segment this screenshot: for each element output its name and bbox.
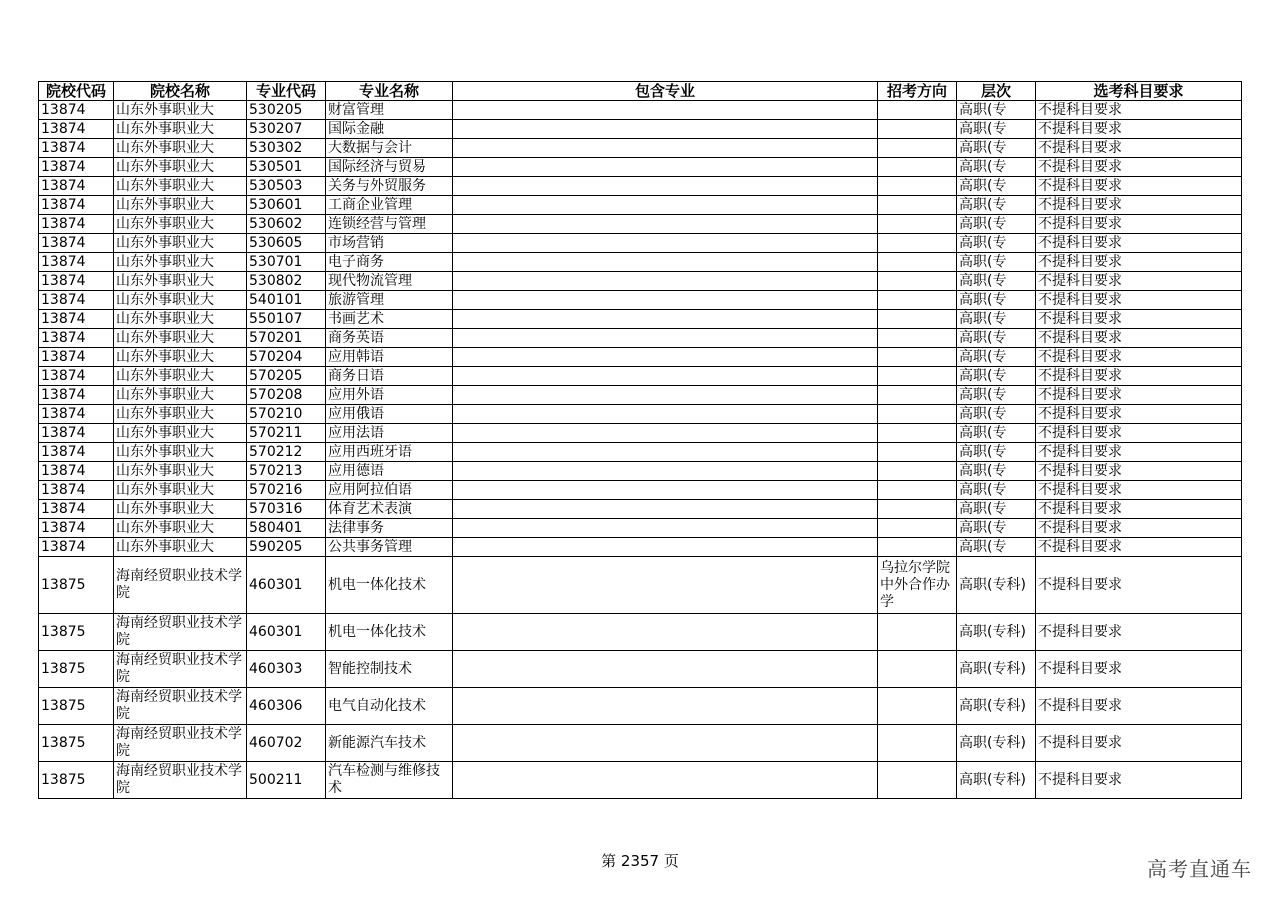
table-row bbox=[39, 120, 1242, 139]
cell-level: 高职(专 bbox=[957, 272, 1036, 291]
table-row bbox=[39, 481, 1242, 500]
cell-major-code: 530302 bbox=[247, 139, 326, 158]
table-row bbox=[39, 405, 1242, 424]
cell-included-majors bbox=[453, 405, 878, 424]
cell-school-name: 山东外事职业大 bbox=[114, 462, 247, 481]
table-row bbox=[39, 196, 1242, 215]
cell-level: 高职(专 bbox=[957, 215, 1036, 234]
cell-major-code: 460306 bbox=[247, 688, 326, 725]
cell-major-code: 530602 bbox=[247, 215, 326, 234]
cell-major-name: 汽车检测与维修技术 bbox=[326, 762, 453, 799]
cell-major-name: 大数据与会计 bbox=[326, 139, 453, 158]
cell-subject-requirement: 不提科目要求 bbox=[1036, 196, 1242, 215]
cell-school-name: 山东外事职业大 bbox=[114, 424, 247, 443]
cell-subject-requirement: 不提科目要求 bbox=[1036, 120, 1242, 139]
cell-included-majors bbox=[453, 614, 878, 651]
cell-included-majors bbox=[453, 443, 878, 462]
cell-included-majors bbox=[453, 688, 878, 725]
cell-included-majors bbox=[453, 519, 878, 538]
cell-subject-requirement: 不提科目要求 bbox=[1036, 234, 1242, 253]
cell-subject-requirement: 不提科目要求 bbox=[1036, 272, 1242, 291]
cell-included-majors bbox=[453, 367, 878, 386]
cell-school-name: 山东外事职业大 bbox=[114, 196, 247, 215]
cell-subject-requirement: 不提科目要求 bbox=[1036, 386, 1242, 405]
cell-major-name: 国际金融 bbox=[326, 120, 453, 139]
table-row bbox=[39, 272, 1242, 291]
cell-subject-requirement: 不提科目要求 bbox=[1036, 405, 1242, 424]
cell-level: 高职(专 bbox=[957, 443, 1036, 462]
cell-level: 高职(专 bbox=[957, 538, 1036, 557]
cell-direction bbox=[878, 443, 957, 462]
cell-direction bbox=[878, 234, 957, 253]
cell-included-majors bbox=[453, 177, 878, 196]
cell-subject-requirement: 不提科目要求 bbox=[1036, 481, 1242, 500]
cell-school-code: 13874 bbox=[39, 291, 114, 310]
cell-level: 高职(专 bbox=[957, 120, 1036, 139]
cell-included-majors bbox=[453, 234, 878, 253]
cell-major-name: 应用韩语 bbox=[326, 348, 453, 367]
cell-school-name: 山东外事职业大 bbox=[114, 329, 247, 348]
cell-subject-requirement: 不提科目要求 bbox=[1036, 500, 1242, 519]
cell-level: 高职(专 bbox=[957, 386, 1036, 405]
cell-direction bbox=[878, 725, 957, 762]
cell-major-code: 530701 bbox=[247, 253, 326, 272]
cell-major-name: 国际经济与贸易 bbox=[326, 158, 453, 177]
cell-major-name: 应用德语 bbox=[326, 462, 453, 481]
cell-major-name: 应用外语 bbox=[326, 386, 453, 405]
cell-major-name: 应用法语 bbox=[326, 424, 453, 443]
cell-major-code: 530605 bbox=[247, 234, 326, 253]
table-row bbox=[39, 762, 1242, 799]
cell-major-code: 530501 bbox=[247, 158, 326, 177]
cell-major-name: 书画艺术 bbox=[326, 310, 453, 329]
cell-included-majors bbox=[453, 651, 878, 688]
cell-included-majors bbox=[453, 215, 878, 234]
cell-school-code: 13875 bbox=[39, 557, 114, 614]
cell-direction bbox=[878, 367, 957, 386]
cell-major-code: 570216 bbox=[247, 481, 326, 500]
cell-school-name: 山东外事职业大 bbox=[114, 272, 247, 291]
cell-school-name: 山东外事职业大 bbox=[114, 443, 247, 462]
cell-school-name: 海南经贸职业技术学院 bbox=[114, 688, 247, 725]
cell-subject-requirement: 不提科目要求 bbox=[1036, 651, 1242, 688]
cell-school-code: 13874 bbox=[39, 405, 114, 424]
cell-level: 高职(专 bbox=[957, 329, 1036, 348]
cell-level: 高职(专 bbox=[957, 424, 1036, 443]
cell-major-name: 应用西班牙语 bbox=[326, 443, 453, 462]
cell-school-name: 山东外事职业大 bbox=[114, 234, 247, 253]
cell-school-name: 山东外事职业大 bbox=[114, 291, 247, 310]
cell-school-code: 13874 bbox=[39, 120, 114, 139]
cell-major-name: 体育艺术表演 bbox=[326, 500, 453, 519]
table-row bbox=[39, 139, 1242, 158]
cell-level: 高职(专 bbox=[957, 481, 1036, 500]
cell-subject-requirement: 不提科目要求 bbox=[1036, 538, 1242, 557]
cell-major-code: 570201 bbox=[247, 329, 326, 348]
cell-direction bbox=[878, 614, 957, 651]
cell-included-majors bbox=[453, 158, 878, 177]
cell-major-code: 540101 bbox=[247, 291, 326, 310]
cell-school-code: 13874 bbox=[39, 158, 114, 177]
cell-major-code: 460303 bbox=[247, 651, 326, 688]
cell-school-name: 山东外事职业大 bbox=[114, 500, 247, 519]
cell-subject-requirement: 不提科目要求 bbox=[1036, 557, 1242, 614]
header-school-name: 院校名称 bbox=[114, 82, 247, 101]
cell-direction bbox=[878, 272, 957, 291]
cell-included-majors bbox=[453, 762, 878, 799]
cell-subject-requirement: 不提科目要求 bbox=[1036, 762, 1242, 799]
cell-major-name: 电子商务 bbox=[326, 253, 453, 272]
cell-level: 高职(专 bbox=[957, 234, 1036, 253]
cell-included-majors bbox=[453, 538, 878, 557]
cell-school-name: 山东外事职业大 bbox=[114, 348, 247, 367]
cell-included-majors bbox=[453, 500, 878, 519]
cell-direction bbox=[878, 101, 957, 120]
table-row bbox=[39, 158, 1242, 177]
cell-school-code: 13874 bbox=[39, 234, 114, 253]
cell-school-code: 13874 bbox=[39, 101, 114, 120]
cell-direction bbox=[878, 762, 957, 799]
table-row bbox=[39, 462, 1242, 481]
cell-school-name: 山东外事职业大 bbox=[114, 405, 247, 424]
cell-school-code: 13874 bbox=[39, 481, 114, 500]
table-row bbox=[39, 538, 1242, 557]
cell-subject-requirement: 不提科目要求 bbox=[1036, 158, 1242, 177]
cell-school-code: 13874 bbox=[39, 253, 114, 272]
cell-direction bbox=[878, 177, 957, 196]
cell-included-majors bbox=[453, 291, 878, 310]
cell-major-code: 570210 bbox=[247, 405, 326, 424]
table-row bbox=[39, 253, 1242, 272]
cell-included-majors bbox=[453, 120, 878, 139]
cell-direction bbox=[878, 158, 957, 177]
cell-subject-requirement: 不提科目要求 bbox=[1036, 310, 1242, 329]
header-subject-requirement: 选考科目要求 bbox=[1036, 82, 1242, 101]
cell-level: 高职(专 bbox=[957, 500, 1036, 519]
table-row bbox=[39, 386, 1242, 405]
header-row bbox=[39, 82, 1242, 101]
cell-direction bbox=[878, 405, 957, 424]
cell-major-name: 商务日语 bbox=[326, 367, 453, 386]
table-row bbox=[39, 348, 1242, 367]
cell-subject-requirement: 不提科目要求 bbox=[1036, 139, 1242, 158]
cell-school-code: 13874 bbox=[39, 215, 114, 234]
cell-included-majors bbox=[453, 310, 878, 329]
header-major-name: 专业名称 bbox=[326, 82, 453, 101]
cell-subject-requirement: 不提科目要求 bbox=[1036, 519, 1242, 538]
cell-direction bbox=[878, 215, 957, 234]
cell-school-code: 13874 bbox=[39, 519, 114, 538]
cell-school-code: 13874 bbox=[39, 348, 114, 367]
cell-major-name: 市场营销 bbox=[326, 234, 453, 253]
cell-included-majors bbox=[453, 272, 878, 291]
cell-major-code: 530205 bbox=[247, 101, 326, 120]
table-row bbox=[39, 614, 1242, 651]
page-number: 第 2357 页 bbox=[601, 852, 679, 870]
cell-school-code: 13875 bbox=[39, 614, 114, 651]
cell-direction bbox=[878, 120, 957, 139]
cell-direction bbox=[878, 329, 957, 348]
cell-school-name: 山东外事职业大 bbox=[114, 177, 247, 196]
cell-major-code: 460702 bbox=[247, 725, 326, 762]
cell-major-name: 关务与外贸服务 bbox=[326, 177, 453, 196]
cell-level: 高职(专 bbox=[957, 158, 1036, 177]
cell-direction bbox=[878, 291, 957, 310]
cell-major-name: 新能源汽车技术 bbox=[326, 725, 453, 762]
cell-major-code: 580401 bbox=[247, 519, 326, 538]
cell-included-majors bbox=[453, 101, 878, 120]
cell-major-name: 应用阿拉伯语 bbox=[326, 481, 453, 500]
cell-school-code: 13874 bbox=[39, 139, 114, 158]
header-major-code: 专业代码 bbox=[247, 82, 326, 101]
cell-major-name: 应用俄语 bbox=[326, 405, 453, 424]
cell-school-code: 13875 bbox=[39, 651, 114, 688]
header-school-code: 院校代码 bbox=[39, 82, 114, 101]
cell-school-name: 山东外事职业大 bbox=[114, 310, 247, 329]
cell-school-code: 13874 bbox=[39, 424, 114, 443]
cell-major-name: 机电一体化技术 bbox=[326, 557, 453, 614]
cell-school-name: 山东外事职业大 bbox=[114, 101, 247, 120]
table-row bbox=[39, 215, 1242, 234]
cell-included-majors bbox=[453, 481, 878, 500]
cell-major-code: 460301 bbox=[247, 614, 326, 651]
table-row bbox=[39, 557, 1242, 614]
cell-school-code: 13874 bbox=[39, 329, 114, 348]
table-row bbox=[39, 310, 1242, 329]
cell-school-code: 13874 bbox=[39, 386, 114, 405]
table-row bbox=[39, 651, 1242, 688]
cell-direction bbox=[878, 500, 957, 519]
cell-school-code: 13874 bbox=[39, 500, 114, 519]
cell-school-name: 海南经贸职业技术学院 bbox=[114, 557, 247, 614]
cell-direction bbox=[878, 651, 957, 688]
cell-included-majors bbox=[453, 424, 878, 443]
cell-subject-requirement: 不提科目要求 bbox=[1036, 614, 1242, 651]
cell-included-majors bbox=[453, 348, 878, 367]
cell-school-code: 13874 bbox=[39, 367, 114, 386]
cell-level: 高职(专 bbox=[957, 367, 1036, 386]
cell-major-code: 570316 bbox=[247, 500, 326, 519]
cell-level: 高职(专 bbox=[957, 310, 1036, 329]
cell-school-name: 山东外事职业大 bbox=[114, 538, 247, 557]
cell-major-code: 530503 bbox=[247, 177, 326, 196]
cell-major-name: 旅游管理 bbox=[326, 291, 453, 310]
cell-subject-requirement: 不提科目要求 bbox=[1036, 215, 1242, 234]
cell-major-name: 工商企业管理 bbox=[326, 196, 453, 215]
cell-direction bbox=[878, 386, 957, 405]
cell-subject-requirement: 不提科目要求 bbox=[1036, 443, 1242, 462]
cell-level: 高职(专 bbox=[957, 101, 1036, 120]
cell-level: 高职(专 bbox=[957, 253, 1036, 272]
cell-level: 高职(专 bbox=[957, 196, 1036, 215]
cell-included-majors bbox=[453, 557, 878, 614]
cell-major-code: 570204 bbox=[247, 348, 326, 367]
header-included-majors: 包含专业 bbox=[453, 82, 878, 101]
cell-subject-requirement: 不提科目要求 bbox=[1036, 291, 1242, 310]
cell-major-code: 460301 bbox=[247, 557, 326, 614]
cell-subject-requirement: 不提科目要求 bbox=[1036, 177, 1242, 196]
cell-school-name: 山东外事职业大 bbox=[114, 158, 247, 177]
cell-subject-requirement: 不提科目要求 bbox=[1036, 424, 1242, 443]
cell-school-code: 13874 bbox=[39, 177, 114, 196]
cell-major-code: 530207 bbox=[247, 120, 326, 139]
cell-level: 高职(专科) bbox=[957, 557, 1036, 614]
cell-direction bbox=[878, 519, 957, 538]
cell-level: 高职(专 bbox=[957, 405, 1036, 424]
cell-major-name: 连锁经营与管理 bbox=[326, 215, 453, 234]
cell-major-code: 570213 bbox=[247, 462, 326, 481]
cell-direction bbox=[878, 481, 957, 500]
cell-level: 高职(专科) bbox=[957, 651, 1036, 688]
cell-school-name: 山东外事职业大 bbox=[114, 481, 247, 500]
cell-level: 高职(专 bbox=[957, 348, 1036, 367]
cell-direction bbox=[878, 538, 957, 557]
cell-major-code: 570211 bbox=[247, 424, 326, 443]
table-row bbox=[39, 367, 1242, 386]
admission-table-container bbox=[38, 81, 1242, 799]
table-row bbox=[39, 424, 1242, 443]
cell-school-name: 海南经贸职业技术学院 bbox=[114, 725, 247, 762]
cell-direction: 乌拉尔学院中外合作办学 bbox=[878, 557, 957, 614]
table-row bbox=[39, 329, 1242, 348]
cell-school-name: 山东外事职业大 bbox=[114, 120, 247, 139]
cell-school-name: 山东外事职业大 bbox=[114, 139, 247, 158]
cell-major-name: 机电一体化技术 bbox=[326, 614, 453, 651]
cell-direction bbox=[878, 424, 957, 443]
cell-school-name: 山东外事职业大 bbox=[114, 367, 247, 386]
cell-direction bbox=[878, 139, 957, 158]
cell-major-name: 法律事务 bbox=[326, 519, 453, 538]
admission-table bbox=[38, 81, 1242, 799]
cell-direction bbox=[878, 462, 957, 481]
table-row bbox=[39, 725, 1242, 762]
cell-school-code: 13875 bbox=[39, 762, 114, 799]
cell-subject-requirement: 不提科目要求 bbox=[1036, 101, 1242, 120]
cell-major-code: 530802 bbox=[247, 272, 326, 291]
table-row bbox=[39, 291, 1242, 310]
cell-school-name: 山东外事职业大 bbox=[114, 253, 247, 272]
cell-subject-requirement: 不提科目要求 bbox=[1036, 348, 1242, 367]
cell-school-code: 13875 bbox=[39, 725, 114, 762]
table-body bbox=[39, 101, 1242, 799]
cell-included-majors bbox=[453, 386, 878, 405]
cell-subject-requirement: 不提科目要求 bbox=[1036, 688, 1242, 725]
cell-level: 高职(专科) bbox=[957, 725, 1036, 762]
table-row bbox=[39, 177, 1242, 196]
cell-subject-requirement: 不提科目要求 bbox=[1036, 329, 1242, 348]
cell-school-code: 13874 bbox=[39, 462, 114, 481]
cell-level: 高职(专 bbox=[957, 177, 1036, 196]
cell-school-code: 13874 bbox=[39, 196, 114, 215]
cell-school-code: 13874 bbox=[39, 272, 114, 291]
cell-school-name: 山东外事职业大 bbox=[114, 386, 247, 405]
cell-major-code: 550107 bbox=[247, 310, 326, 329]
header-direction: 招考方向 bbox=[878, 82, 957, 101]
cell-major-code: 570212 bbox=[247, 443, 326, 462]
cell-direction bbox=[878, 348, 957, 367]
table-row bbox=[39, 101, 1242, 120]
cell-included-majors bbox=[453, 725, 878, 762]
cell-school-code: 13874 bbox=[39, 310, 114, 329]
header-level: 层次 bbox=[957, 82, 1036, 101]
cell-subject-requirement: 不提科目要求 bbox=[1036, 725, 1242, 762]
cell-school-code: 13874 bbox=[39, 538, 114, 557]
cell-level: 高职(专 bbox=[957, 139, 1036, 158]
cell-school-name: 海南经贸职业技术学院 bbox=[114, 762, 247, 799]
table-row bbox=[39, 519, 1242, 538]
cell-major-code: 500211 bbox=[247, 762, 326, 799]
watermark: 高考直通车 bbox=[1147, 857, 1252, 881]
cell-major-name: 公共事务管理 bbox=[326, 538, 453, 557]
table-row bbox=[39, 688, 1242, 725]
cell-school-name: 山东外事职业大 bbox=[114, 519, 247, 538]
cell-major-code: 590205 bbox=[247, 538, 326, 557]
cell-level: 高职(专科) bbox=[957, 762, 1036, 799]
cell-direction bbox=[878, 310, 957, 329]
cell-major-name: 智能控制技术 bbox=[326, 651, 453, 688]
cell-major-code: 570208 bbox=[247, 386, 326, 405]
cell-school-code: 13874 bbox=[39, 443, 114, 462]
cell-major-code: 530601 bbox=[247, 196, 326, 215]
cell-school-name: 山东外事职业大 bbox=[114, 215, 247, 234]
cell-level: 高职(专 bbox=[957, 291, 1036, 310]
table-row bbox=[39, 234, 1242, 253]
cell-school-name: 海南经贸职业技术学院 bbox=[114, 614, 247, 651]
cell-direction bbox=[878, 196, 957, 215]
table-row bbox=[39, 443, 1242, 462]
cell-included-majors bbox=[453, 196, 878, 215]
cell-direction bbox=[878, 253, 957, 272]
cell-direction bbox=[878, 688, 957, 725]
cell-major-name: 财富管理 bbox=[326, 101, 453, 120]
cell-level: 高职(专 bbox=[957, 462, 1036, 481]
cell-major-code: 570205 bbox=[247, 367, 326, 386]
cell-major-name: 电气自动化技术 bbox=[326, 688, 453, 725]
cell-included-majors bbox=[453, 462, 878, 481]
cell-major-name: 商务英语 bbox=[326, 329, 453, 348]
cell-school-code: 13875 bbox=[39, 688, 114, 725]
cell-included-majors bbox=[453, 329, 878, 348]
cell-subject-requirement: 不提科目要求 bbox=[1036, 253, 1242, 272]
cell-level: 高职(专科) bbox=[957, 614, 1036, 651]
cell-level: 高职(专 bbox=[957, 519, 1036, 538]
cell-level: 高职(专科) bbox=[957, 688, 1036, 725]
cell-subject-requirement: 不提科目要求 bbox=[1036, 367, 1242, 386]
cell-included-majors bbox=[453, 253, 878, 272]
cell-major-name: 现代物流管理 bbox=[326, 272, 453, 291]
cell-school-name: 海南经贸职业技术学院 bbox=[114, 651, 247, 688]
cell-subject-requirement: 不提科目要求 bbox=[1036, 462, 1242, 481]
table-row bbox=[39, 500, 1242, 519]
cell-included-majors bbox=[453, 139, 878, 158]
